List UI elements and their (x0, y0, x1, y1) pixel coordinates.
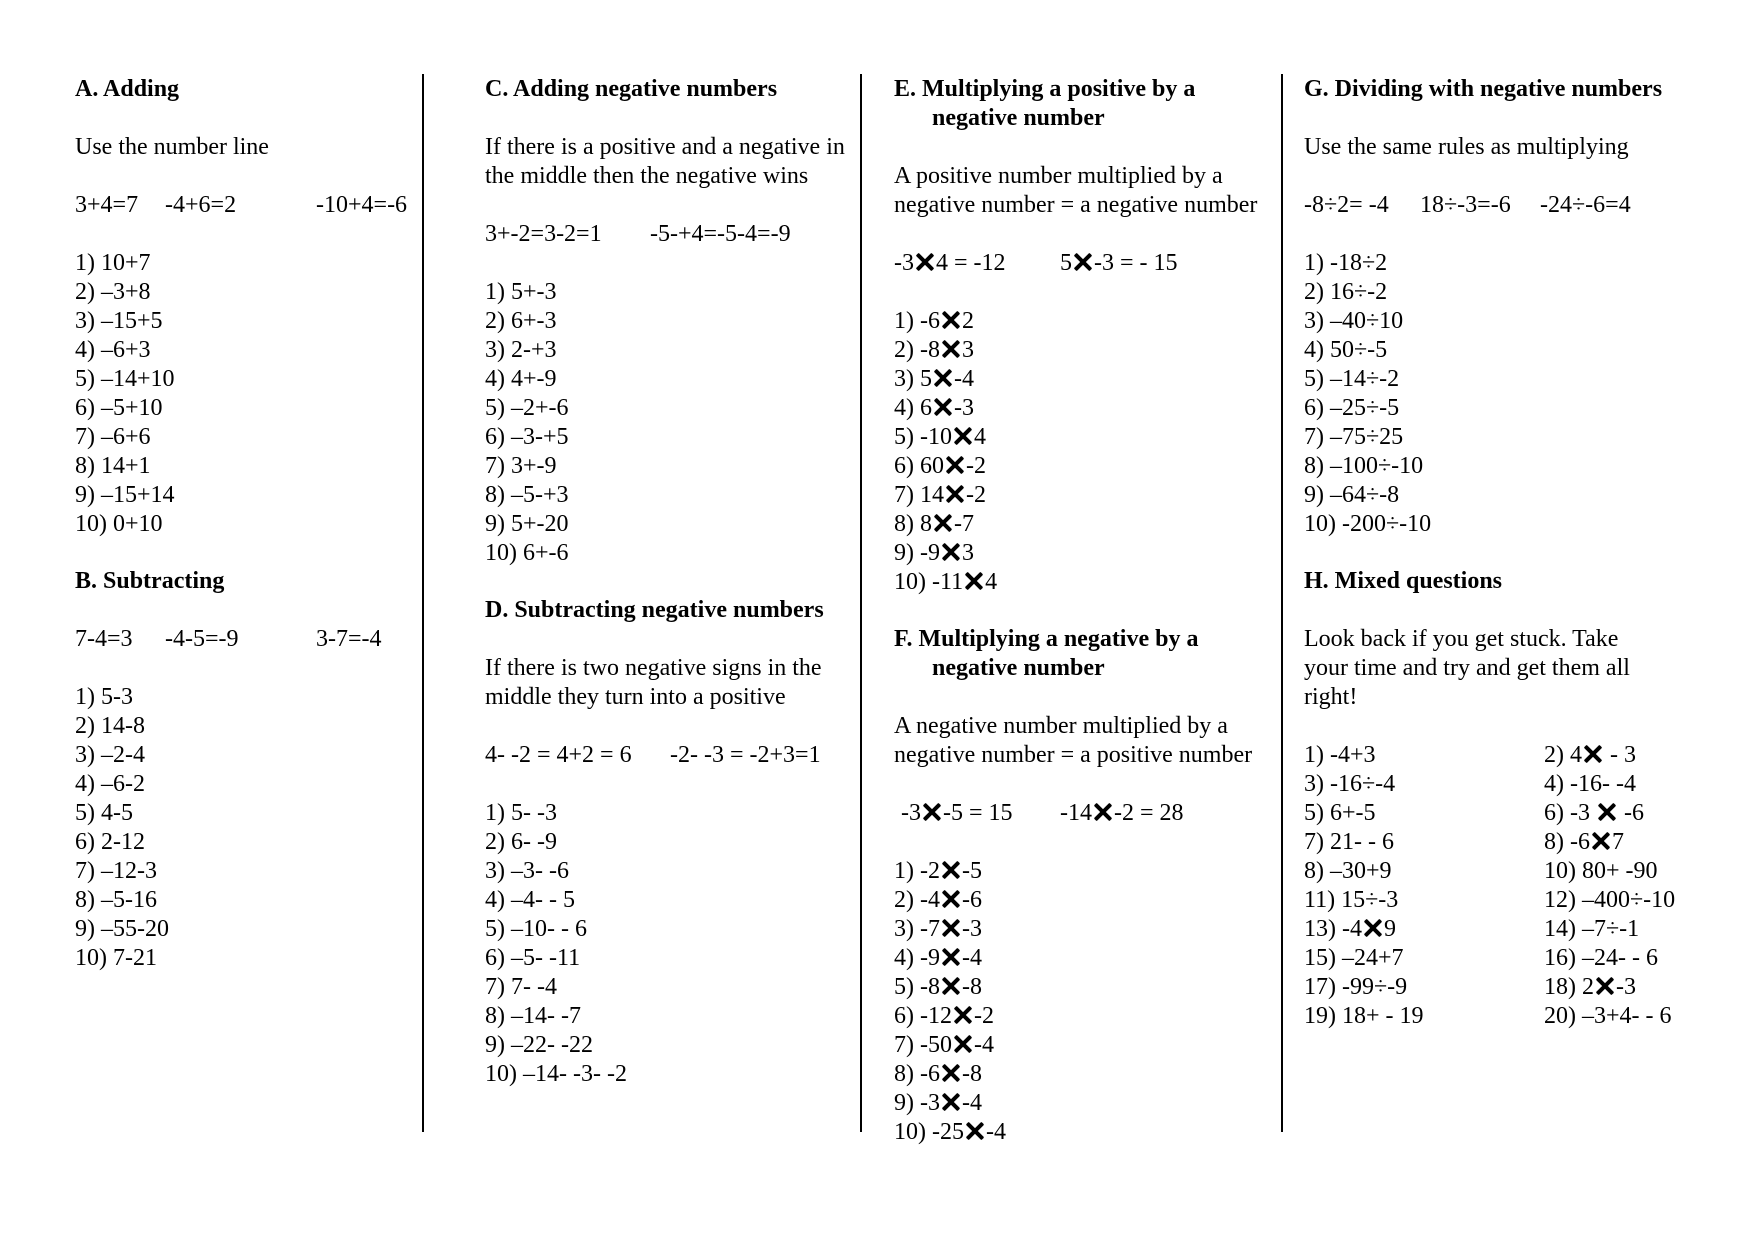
question-right: 3 (961, 337, 974, 363)
question-left: 3) 5 (894, 366, 932, 392)
multiply-icon (945, 484, 965, 504)
section-g-example: -8÷2= -4 (1304, 192, 1389, 218)
section-g-example: 18÷-3=-6 (1420, 192, 1511, 218)
question-text: 13) -4 (1304, 916, 1362, 942)
question-item (894, 1089, 982, 1118)
question-text: 2) 4 (1544, 742, 1582, 768)
question-item (894, 1060, 982, 1089)
question-item (1304, 770, 1395, 799)
question-right: 2 (961, 308, 974, 334)
question-text: 12) –400÷-10 (1544, 887, 1676, 913)
section-d-example: 4- -2 = 4+2 = 6 (485, 742, 632, 768)
question-item: 7) 3+-9 (485, 453, 557, 479)
section-c-example: -5-+4=-5-4=-9 (650, 221, 791, 247)
question-right: -8 (961, 974, 982, 1000)
multiply-icon (1093, 802, 1113, 822)
question-item: 10) 6+-6 (485, 540, 569, 566)
question-item (1544, 828, 1624, 857)
section-e-example (894, 249, 1006, 278)
example-left: 5 (1060, 250, 1072, 276)
question-item: 4) –6+3 (75, 337, 151, 363)
question-item: 2) –3+8 (75, 279, 151, 305)
question-left: 2) -4 (894, 887, 940, 913)
section-f-intro-line: negative number = a positive number (894, 742, 1253, 768)
section-f-heading: F. Multiplying a negative by a (894, 626, 1199, 652)
question-text: 16) –24- - 6 (1544, 945, 1658, 971)
section-d-example: -2- -3 = -2+3=1 (670, 742, 821, 768)
question-right: -6 (961, 887, 982, 913)
question-right: -4 (973, 1032, 994, 1058)
question-item: 10) –14- -3- -2 (485, 1061, 627, 1087)
multiply-icon (933, 397, 953, 417)
multiply-icon (915, 252, 935, 272)
question-text: 18) 2 (1544, 974, 1594, 1000)
section-c-example: 3+-2=3-2=1 (485, 221, 602, 247)
section-g-intro: Use the same rules as multiplying (1304, 134, 1629, 160)
question-text: 1) -4+3 (1304, 742, 1376, 768)
question-text: 17) -99÷-9 (1304, 974, 1408, 1000)
question-item: 4) 4+-9 (485, 366, 557, 392)
multiply-icon (953, 1034, 973, 1054)
question-left: 4) 6 (894, 395, 932, 421)
multiply-icon (941, 918, 961, 938)
question-item: 6) –5- -11 (485, 945, 581, 971)
section-e-heading-continued: negative number (932, 105, 1105, 131)
question-left: 2) -8 (894, 337, 940, 363)
section-c-heading: C. Adding negative numbers (485, 76, 778, 102)
question-item: 4) –6-2 (75, 771, 145, 797)
multiply-icon (1591, 831, 1611, 851)
question-item (894, 510, 974, 539)
question-left: 6) -12 (894, 1003, 952, 1029)
question-item: 3) –3- -6 (485, 858, 569, 884)
question-right: -2 (966, 482, 986, 508)
question-item: 9) –15+14 (75, 482, 175, 508)
question-text: 8) –30+9 (1304, 858, 1392, 884)
question-item (1544, 973, 1636, 1002)
question-item: 1) 5- -3 (485, 800, 557, 826)
section-g-example: -24÷-6=4 (1540, 192, 1631, 218)
question-left: 6) 60 (894, 453, 944, 479)
question-text-after: 9 (1383, 916, 1396, 942)
question-right: 3 (961, 540, 974, 566)
question-left: 7) 14 (894, 482, 944, 508)
question-item: 2) 16÷-2 (1304, 279, 1388, 305)
section-d-heading: D. Subtracting negative numbers (485, 597, 824, 623)
section-a-heading: A. Adding (75, 76, 180, 102)
question-text-after: - 3 (1604, 742, 1636, 768)
question-right: -3 (954, 395, 974, 421)
example-right: -2 = 28 (1114, 800, 1184, 826)
question-item: 9) –64÷-8 (1304, 482, 1400, 508)
question-right: -8 (961, 1061, 982, 1087)
question-right: -2 (973, 1003, 994, 1029)
question-item: 8) –100÷-10 (1304, 453, 1424, 479)
multiply-icon (941, 860, 961, 880)
question-item (894, 452, 986, 481)
question-left: 9) -3 (894, 1090, 940, 1116)
question-item: 7) –75÷25 (1304, 424, 1404, 450)
question-item: 3) –2-4 (75, 742, 145, 768)
question-item: 10) 0+10 (75, 511, 163, 537)
multiply-icon (933, 513, 953, 533)
section-h-heading: H. Mixed questions (1304, 568, 1503, 594)
question-item (1304, 741, 1376, 770)
question-item: 6) –3-+5 (485, 424, 569, 450)
question-text-after: -3 (1616, 974, 1636, 1000)
section-d-intro-line: middle they turn into a positive (485, 684, 786, 710)
multiply-icon (1073, 252, 1093, 272)
example-right: 4 = -12 (936, 250, 1006, 276)
section-g-heading: G. Dividing with negative numbers (1304, 76, 1663, 102)
question-item: 4) 50÷-5 (1304, 337, 1388, 363)
question-item (1544, 857, 1658, 886)
multiply-icon (941, 889, 961, 909)
question-item (894, 365, 974, 394)
question-item: 6) 2-12 (75, 829, 145, 855)
question-item (1304, 886, 1398, 915)
question-right: -4 (954, 366, 974, 392)
multiply-icon (941, 976, 961, 996)
question-item: 7) 7- -4 (485, 974, 557, 1000)
section-c-intro-line: If there is a positive and a negative in (485, 134, 845, 160)
question-text: 20) –3+4- - 6 (1544, 1003, 1672, 1029)
question-left: 1) -2 (894, 858, 940, 884)
question-item: 4) –4- - 5 (485, 887, 575, 913)
question-text: 7) 21- - 6 (1304, 829, 1394, 855)
question-left: 9) -9 (894, 540, 940, 566)
multiply-icon (922, 802, 942, 822)
section-b-example: -4-5=-9 (165, 626, 239, 652)
question-left: 10) -25 (894, 1119, 964, 1145)
question-item: 7) –12-3 (75, 858, 157, 884)
multiply-icon (953, 1005, 973, 1025)
question-item: 3) –40÷10 (1304, 308, 1404, 334)
section-a-intro: Use the number line (75, 134, 269, 160)
question-right: 4 (985, 569, 998, 595)
question-item: 2) 14-8 (75, 713, 145, 739)
question-item: 5) –14+10 (75, 366, 175, 392)
question-item (894, 423, 986, 452)
question-right: -4 (985, 1119, 1006, 1145)
question-text: 6) -3 (1544, 800, 1596, 826)
question-right: -4 (961, 1090, 982, 1116)
multiply-icon (941, 339, 961, 359)
question-item (1544, 1002, 1672, 1031)
multiply-icon (1583, 744, 1603, 764)
multiply-icon (941, 542, 961, 562)
question-text: 10) 80+ -90 (1544, 858, 1658, 884)
question-item: 1) 10+7 (75, 250, 151, 276)
multiply-icon (1595, 976, 1615, 996)
question-item: 5) 4-5 (75, 800, 133, 826)
question-text-after: -6 (1617, 800, 1644, 826)
column-divider-3 (1281, 74, 1283, 1132)
question-text: 5) 6+-5 (1304, 800, 1376, 826)
section-a-example: 3+4=7 (75, 192, 139, 218)
multiply-icon (941, 1092, 961, 1112)
question-item (894, 539, 974, 568)
question-left: 8) 8 (894, 511, 932, 537)
question-item: 3) 2-+3 (485, 337, 557, 363)
example-left: -14 (1060, 800, 1092, 826)
question-item: 5) –14÷-2 (1304, 366, 1400, 392)
section-b-example: 3-7=-4 (316, 626, 382, 652)
multiply-icon (941, 1063, 961, 1083)
section-h-intro-line: right! (1304, 684, 1358, 710)
question-text: 11) 15÷-3 (1304, 887, 1399, 913)
question-right: -3 (961, 916, 982, 942)
column-divider-2 (860, 74, 862, 1132)
question-item (894, 1002, 994, 1031)
question-item (1304, 828, 1394, 857)
question-item (1304, 799, 1376, 828)
section-f-intro-line: A negative number multiplied by a (894, 713, 1228, 739)
question-item: 9) –55-20 (75, 916, 169, 942)
question-text: 8) -6 (1544, 829, 1590, 855)
multiply-icon (1597, 802, 1617, 822)
question-item: 3) –15+5 (75, 308, 163, 334)
question-right: -2 (966, 453, 986, 479)
section-a-example: -4+6=2 (165, 192, 237, 218)
question-item (894, 973, 982, 1002)
question-item (894, 857, 982, 886)
question-item (1304, 1002, 1424, 1031)
question-item (1304, 915, 1396, 944)
question-item (1304, 973, 1407, 1002)
section-e-intro-line: A positive number multiplied by a (894, 163, 1223, 189)
question-item: 8) –5-+3 (485, 482, 569, 508)
question-item: 8) –14- -7 (485, 1003, 581, 1029)
multiply-icon (933, 368, 953, 388)
question-left: 1) -6 (894, 308, 940, 334)
question-left: 3) -7 (894, 916, 940, 942)
question-text: 15) –24+7 (1304, 945, 1404, 971)
question-right: -7 (954, 511, 974, 537)
question-item: 6) –5+10 (75, 395, 163, 421)
question-left: 4) -9 (894, 945, 940, 971)
section-h-intro-line: Look back if you get stuck. Take (1304, 626, 1619, 652)
multiply-icon (965, 1121, 985, 1141)
multiply-icon (953, 426, 973, 446)
question-item (1544, 915, 1639, 944)
question-item (1304, 944, 1404, 973)
question-item (894, 1118, 1006, 1147)
question-item (1544, 770, 1636, 799)
question-text: 3) -16÷-4 (1304, 771, 1396, 797)
question-text-after: 7 (1611, 829, 1624, 855)
question-left: 7) -50 (894, 1032, 952, 1058)
section-e-example (1060, 249, 1178, 278)
question-item: 9) 5+-20 (485, 511, 569, 537)
section-f-example (1060, 799, 1184, 828)
question-right: -4 (961, 945, 982, 971)
section-b-example: 7-4=3 (75, 626, 133, 652)
section-f-heading-continued: negative number (932, 655, 1105, 681)
question-item: 1) -18÷2 (1304, 250, 1388, 276)
question-item: 9) –22- -22 (485, 1032, 593, 1058)
question-right: 4 (973, 424, 986, 450)
question-text: 14) –7÷-1 (1544, 916, 1640, 942)
multiply-icon (941, 310, 961, 330)
column-divider-1 (422, 74, 424, 1132)
question-item: 7) –6+6 (75, 424, 151, 450)
question-item: 8) –5-16 (75, 887, 157, 913)
question-item (894, 336, 974, 365)
question-text: 4) -16- -4 (1544, 771, 1636, 797)
example-right: -5 = 15 (943, 800, 1013, 826)
question-item: 1) 5-3 (75, 684, 133, 710)
question-left: 10) -11 (894, 569, 964, 595)
section-f-example (901, 799, 1013, 828)
example-left: -3 (901, 800, 921, 826)
question-item (894, 915, 982, 944)
question-left: 8) -6 (894, 1061, 940, 1087)
question-item (1544, 741, 1636, 770)
question-item (1544, 944, 1658, 973)
question-item (894, 886, 982, 915)
question-item (894, 1031, 994, 1060)
question-item (1544, 886, 1675, 915)
question-item: 10) 7-21 (75, 945, 157, 971)
example-right: -3 = - 15 (1094, 250, 1178, 276)
question-item: 5) –2+-6 (485, 395, 569, 421)
section-b-heading: B. Subtracting (75, 568, 225, 594)
question-right: -5 (961, 858, 982, 884)
section-e-intro-line: negative number = a negative number (894, 192, 1258, 218)
question-item (894, 568, 997, 597)
section-d-intro-line: If there is two negative signs in the (485, 655, 822, 681)
multiply-icon (945, 455, 965, 475)
question-item (894, 307, 974, 336)
section-e-heading: E. Multiplying a positive by a (894, 76, 1196, 102)
multiply-icon (941, 947, 961, 967)
section-c-intro-line: the middle then the negative wins (485, 163, 809, 189)
question-left: 5) -10 (894, 424, 952, 450)
example-left: -3 (894, 250, 914, 276)
question-item: 8) 14+1 (75, 453, 151, 479)
section-a-example: -10+4=-6 (316, 192, 408, 218)
question-item: 2) 6- -9 (485, 829, 557, 855)
question-item (894, 944, 982, 973)
question-item: 6) –25÷-5 (1304, 395, 1400, 421)
section-h-intro-line: your time and try and get them all (1304, 655, 1630, 681)
question-item (894, 481, 986, 510)
question-text: 19) 18+ - 19 (1304, 1003, 1424, 1029)
question-item (1544, 799, 1644, 828)
question-left: 5) -8 (894, 974, 940, 1000)
question-item: 10) -200÷-10 (1304, 511, 1432, 537)
question-item: 5) –10- - 6 (485, 916, 587, 942)
question-item (894, 394, 974, 423)
question-item (1304, 857, 1392, 886)
multiply-icon (964, 571, 984, 591)
question-item: 1) 5+-3 (485, 279, 557, 305)
multiply-icon (1363, 918, 1383, 938)
question-item: 2) 6+-3 (485, 308, 557, 334)
